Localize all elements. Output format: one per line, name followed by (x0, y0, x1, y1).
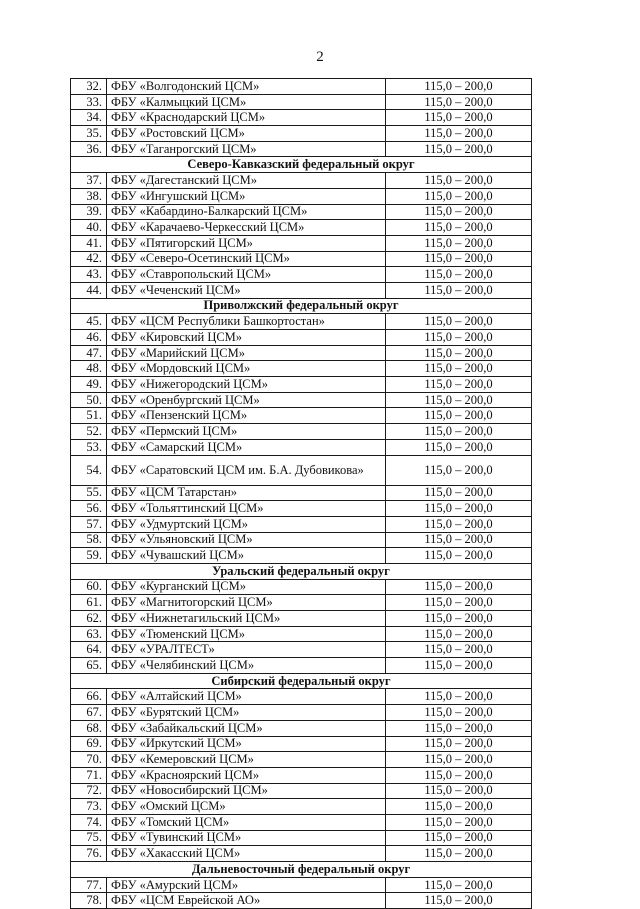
row-number: 53. (71, 439, 107, 455)
table-row (71, 705, 532, 721)
value-range: 115,0 – 200,0 (386, 893, 532, 909)
row-number: 54. (71, 455, 107, 485)
organization-name: ФБУ «Саратовский ЦСМ им. Б.А. Дубовикова» (107, 455, 386, 485)
value-range: 115,0 – 200,0 (386, 736, 532, 752)
table-row (71, 877, 532, 893)
table-row (71, 532, 532, 548)
organization-name: ФБУ «ЦСМ Еврейской АО» (107, 893, 386, 909)
value-range: 115,0 – 200,0 (386, 455, 532, 485)
district-header-row (71, 298, 532, 314)
row-number: 49. (71, 377, 107, 393)
table-row (71, 501, 532, 517)
organization-name: ФБУ «Пензенский ЦСМ» (107, 408, 386, 424)
table-row (71, 188, 532, 204)
row-number: 70. (71, 752, 107, 768)
row-number: 43. (71, 267, 107, 283)
table-row (71, 767, 532, 783)
row-number: 68. (71, 720, 107, 736)
row-number: 41. (71, 235, 107, 251)
value-range: 115,0 – 200,0 (386, 439, 532, 455)
value-range: 115,0 – 200,0 (386, 345, 532, 361)
organization-name: ФБУ «Марийский ЦСМ» (107, 345, 386, 361)
table-row (71, 611, 532, 627)
table-row (71, 424, 532, 440)
table-row (71, 220, 532, 236)
page-number: 2 (316, 49, 324, 65)
row-number: 45. (71, 314, 107, 330)
table-row (71, 626, 532, 642)
value-range: 115,0 – 200,0 (386, 767, 532, 783)
organization-name: ФБУ «Тольяттинский ЦСМ» (107, 501, 386, 517)
table-row (71, 516, 532, 532)
value-range: 115,0 – 200,0 (386, 235, 532, 251)
organization-name: ФБУ «Нижнетагильский ЦСМ» (107, 611, 386, 627)
organization-name: ФБУ «Калмыцкий ЦСМ» (107, 94, 386, 110)
district-title: Дальневосточный федеральный округ (71, 862, 532, 878)
value-range: 115,0 – 200,0 (386, 846, 532, 862)
row-number: 72. (71, 783, 107, 799)
district-header-row (71, 157, 532, 173)
organization-name: ФБУ «Амурский ЦСМ» (107, 877, 386, 893)
district-title: Северо-Кавказский федеральный округ (71, 157, 532, 173)
value-range: 115,0 – 200,0 (386, 392, 532, 408)
organization-name: ФБУ «Томский ЦСМ» (107, 814, 386, 830)
value-range: 115,0 – 200,0 (386, 188, 532, 204)
table-row (71, 595, 532, 611)
table-row (71, 79, 532, 95)
table-row (71, 455, 532, 485)
organization-name: ФБУ «Алтайский ЦСМ» (107, 689, 386, 705)
table-row (71, 94, 532, 110)
value-range: 115,0 – 200,0 (386, 267, 532, 283)
value-range: 115,0 – 200,0 (386, 595, 532, 611)
row-number: 66. (71, 689, 107, 705)
row-number: 44. (71, 282, 107, 298)
table-row (71, 126, 532, 142)
organization-name: ФБУ «Карачаево-Черкесский ЦСМ» (107, 220, 386, 236)
row-number: 33. (71, 94, 107, 110)
table-row (71, 783, 532, 799)
table-row (71, 345, 532, 361)
organization-name: ФБУ «Иркутский ЦСМ» (107, 736, 386, 752)
value-range: 115,0 – 200,0 (386, 110, 532, 126)
organization-name: ФБУ «Ставропольский ЦСМ» (107, 267, 386, 283)
organization-name: ФБУ «Пермский ЦСМ» (107, 424, 386, 440)
organization-name: ФБУ «Северо-Осетинский ЦСМ» (107, 251, 386, 267)
value-range: 115,0 – 200,0 (386, 282, 532, 298)
organization-name: ФБУ «Оренбургский ЦСМ» (107, 392, 386, 408)
organization-name: ФБУ «Омский ЦСМ» (107, 799, 386, 815)
value-range: 115,0 – 200,0 (386, 314, 532, 330)
table-row (71, 830, 532, 846)
table-row (71, 314, 532, 330)
value-range: 115,0 – 200,0 (386, 814, 532, 830)
table-row (71, 736, 532, 752)
value-range: 115,0 – 200,0 (386, 251, 532, 267)
row-number: 65. (71, 658, 107, 674)
organization-name: ФБУ «Забайкальский ЦСМ» (107, 720, 386, 736)
row-number: 34. (71, 110, 107, 126)
value-range: 115,0 – 200,0 (386, 720, 532, 736)
row-number: 73. (71, 799, 107, 815)
district-title: Приволжский федеральный округ (71, 298, 532, 314)
organization-name: ФБУ «Пятигорский ЦСМ» (107, 235, 386, 251)
table-row (71, 579, 532, 595)
row-number: 58. (71, 532, 107, 548)
table-row (71, 377, 532, 393)
organization-name: ФБУ «Тувинский ЦСМ» (107, 830, 386, 846)
organization-name: ФБУ «ЦСМ Республики Башкортостан» (107, 314, 386, 330)
row-number: 67. (71, 705, 107, 721)
row-number: 39. (71, 204, 107, 220)
row-number: 64. (71, 642, 107, 658)
row-number: 69. (71, 736, 107, 752)
value-range: 115,0 – 200,0 (386, 204, 532, 220)
table-row (71, 110, 532, 126)
value-range: 115,0 – 200,0 (386, 532, 532, 548)
organization-name: ФБУ «Новосибирский ЦСМ» (107, 783, 386, 799)
district-header-row (71, 862, 532, 878)
value-range: 115,0 – 200,0 (386, 689, 532, 705)
row-number: 61. (71, 595, 107, 611)
row-number: 38. (71, 188, 107, 204)
table-row (71, 204, 532, 220)
value-range: 115,0 – 200,0 (386, 408, 532, 424)
value-range: 115,0 – 200,0 (386, 579, 532, 595)
value-range: 115,0 – 200,0 (386, 485, 532, 501)
table-row (71, 267, 532, 283)
value-range: 115,0 – 200,0 (386, 799, 532, 815)
table-row (71, 689, 532, 705)
organization-name: ФБУ «Нижегородский ЦСМ» (107, 377, 386, 393)
organization-name: ФБУ «Ингушский ЦСМ» (107, 188, 386, 204)
value-range: 115,0 – 200,0 (386, 611, 532, 627)
organization-name: ФБУ «Волгодонский ЦСМ» (107, 79, 386, 95)
organization-name: ФБУ «Магнитогорский ЦСМ» (107, 595, 386, 611)
organization-name: ФБУ «УРАЛТЕСТ» (107, 642, 386, 658)
table-row (71, 814, 532, 830)
row-number: 35. (71, 126, 107, 142)
row-number: 40. (71, 220, 107, 236)
value-range: 115,0 – 200,0 (386, 141, 532, 157)
value-range: 115,0 – 200,0 (386, 424, 532, 440)
district-title: Уральский федеральный округ (71, 563, 532, 579)
organization-name: ФБУ «Курганский ЦСМ» (107, 579, 386, 595)
table-row (71, 141, 532, 157)
row-number: 62. (71, 611, 107, 627)
organization-name: ФБУ «Самарский ЦСМ» (107, 439, 386, 455)
table-row (71, 330, 532, 346)
value-range: 115,0 – 200,0 (386, 126, 532, 142)
table-body (71, 79, 532, 909)
value-range: 115,0 – 200,0 (386, 830, 532, 846)
value-range: 115,0 – 200,0 (386, 642, 532, 658)
row-number: 71. (71, 767, 107, 783)
organization-name: ФБУ «Кабардино-Балкарский ЦСМ» (107, 204, 386, 220)
row-number: 51. (71, 408, 107, 424)
row-number: 50. (71, 392, 107, 408)
row-number: 36. (71, 141, 107, 157)
table-row (71, 752, 532, 768)
row-number: 78. (71, 893, 107, 909)
organization-name: ФБУ «Краснодарский ЦСМ» (107, 110, 386, 126)
value-range: 115,0 – 200,0 (386, 516, 532, 532)
table-row (71, 658, 532, 674)
table-row (71, 408, 532, 424)
organization-name: ФБУ «Челябинский ЦСМ» (107, 658, 386, 674)
value-range: 115,0 – 200,0 (386, 361, 532, 377)
row-number: 76. (71, 846, 107, 862)
organization-name: ФБУ «Хакасский ЦСМ» (107, 846, 386, 862)
table-row (71, 893, 532, 909)
row-number: 47. (71, 345, 107, 361)
row-number: 46. (71, 330, 107, 346)
organization-name: ФБУ «Удмуртский ЦСМ» (107, 516, 386, 532)
district-title: Сибирский федеральный округ (71, 673, 532, 689)
table-row (71, 392, 532, 408)
value-range: 115,0 – 200,0 (386, 330, 532, 346)
table-row (71, 282, 532, 298)
row-number: 32. (71, 79, 107, 95)
value-range: 115,0 – 200,0 (386, 877, 532, 893)
value-range: 115,0 – 200,0 (386, 705, 532, 721)
organization-name: ФБУ «Чувашский ЦСМ» (107, 548, 386, 564)
row-number: 59. (71, 548, 107, 564)
row-number: 57. (71, 516, 107, 532)
table-row (71, 235, 532, 251)
table-row (71, 251, 532, 267)
value-range: 115,0 – 200,0 (386, 658, 532, 674)
row-number: 75. (71, 830, 107, 846)
table-row (71, 361, 532, 377)
row-number: 37. (71, 173, 107, 189)
organization-name: ФБУ «Тюменский ЦСМ» (107, 626, 386, 642)
value-range: 115,0 – 200,0 (386, 548, 532, 564)
district-header-row (71, 673, 532, 689)
organization-name: ФБУ «Дагестанский ЦСМ» (107, 173, 386, 189)
row-number: 77. (71, 877, 107, 893)
row-number: 60. (71, 579, 107, 595)
value-range: 115,0 – 200,0 (386, 94, 532, 110)
row-number: 48. (71, 361, 107, 377)
value-range: 115,0 – 200,0 (386, 220, 532, 236)
value-range: 115,0 – 200,0 (386, 783, 532, 799)
table-row (71, 846, 532, 862)
table-row (71, 485, 532, 501)
organization-name: ФБУ «Кемеровский ЦСМ» (107, 752, 386, 768)
organization-name: ФБУ «ЦСМ Татарстан» (107, 485, 386, 501)
table-row (71, 439, 532, 455)
table-row (71, 548, 532, 564)
row-number: 56. (71, 501, 107, 517)
value-range: 115,0 – 200,0 (386, 79, 532, 95)
organization-name: ФБУ «Бурятский ЦСМ» (107, 705, 386, 721)
organization-name: ФБУ «Мордовский ЦСМ» (107, 361, 386, 377)
organization-name: ФБУ «Ростовский ЦСМ» (107, 126, 386, 142)
organization-name: ФБУ «Кировский ЦСМ» (107, 330, 386, 346)
organization-name: ФБУ «Чеченский ЦСМ» (107, 282, 386, 298)
value-range: 115,0 – 200,0 (386, 501, 532, 517)
table-row (71, 720, 532, 736)
organization-name: ФБУ «Ульяновский ЦСМ» (107, 532, 386, 548)
table-row (71, 173, 532, 189)
organizations-table (70, 78, 532, 909)
district-header-row (71, 563, 532, 579)
row-number: 55. (71, 485, 107, 501)
row-number: 63. (71, 626, 107, 642)
row-number: 42. (71, 251, 107, 267)
organization-name: ФБУ «Таганрогский ЦСМ» (107, 141, 386, 157)
value-range: 115,0 – 200,0 (386, 626, 532, 642)
table-row (71, 642, 532, 658)
value-range: 115,0 – 200,0 (386, 752, 532, 768)
row-number: 74. (71, 814, 107, 830)
value-range: 115,0 – 200,0 (386, 173, 532, 189)
value-range: 115,0 – 200,0 (386, 377, 532, 393)
table-row (71, 799, 532, 815)
row-number: 52. (71, 424, 107, 440)
organization-name: ФБУ «Красноярский ЦСМ» (107, 767, 386, 783)
